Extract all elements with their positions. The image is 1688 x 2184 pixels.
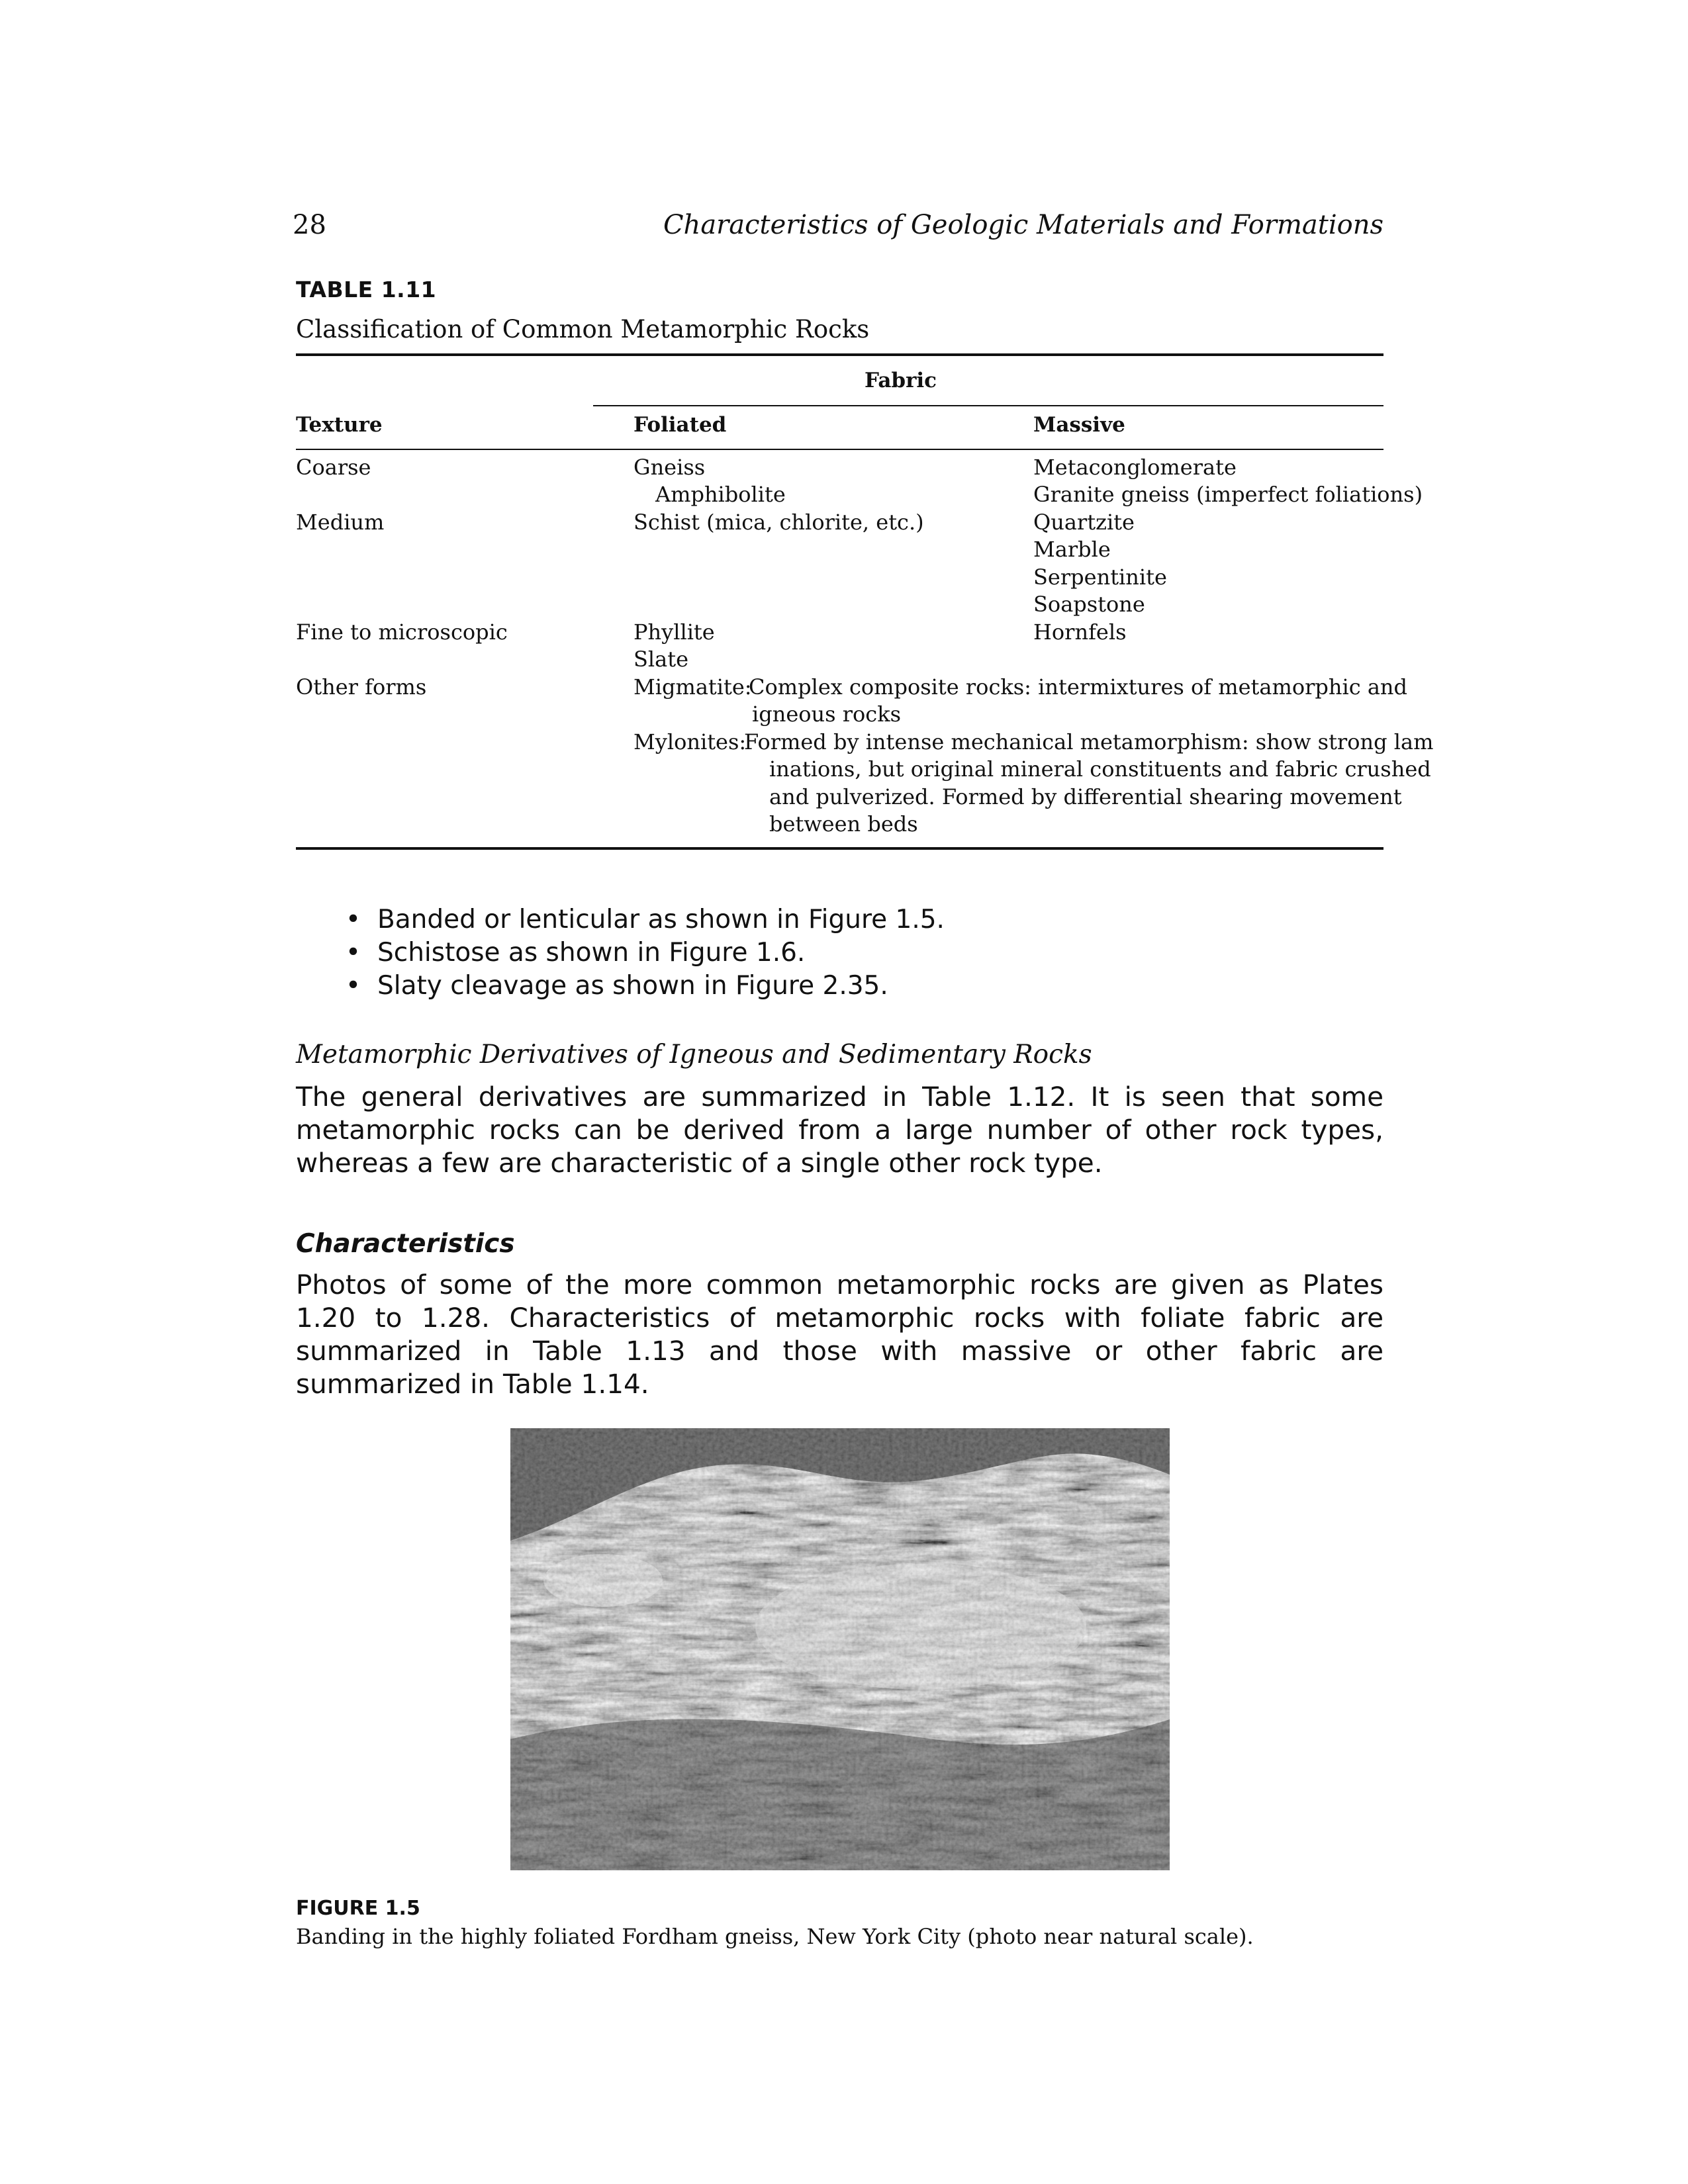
column-header-massive: Massive: [1033, 413, 1125, 437]
foliated-cell: Phyllite: [633, 619, 715, 645]
characteristics-paragraph: Photos of some of the more common metamorphic rocks are given as Plates 1.20 to 1.28. Characteristics of metamorphic rocks with foliate fabric are summarized in Table 1.13 and those with massive or other fabric are summarized in Table 1.14.: [296, 1269, 1383, 1400]
foliated-cell: Amphibolite: [655, 482, 786, 507]
table-title: Classification of Common Metamorphic Rocks: [296, 315, 870, 343]
massive-cell: Marble: [1033, 537, 1111, 562]
texture-cell: Fine to microscopic: [296, 619, 508, 645]
section-heading-characteristics: Characteristics: [296, 1229, 515, 1259]
column-header-foliated: Foliated: [633, 413, 727, 437]
figure-label: FIGURE 1.5: [296, 1897, 420, 1920]
table-label: TABLE 1.11: [296, 277, 437, 302]
migmatite-description: Complex composite rocks: intermixtures of metamorphic and: [749, 674, 1407, 700]
migmatite-description: igneous rocks: [752, 702, 902, 727]
mylonites-description: and pulverized. Formed by differential shearing movement: [769, 784, 1402, 809]
bullet-icon: •: [346, 971, 361, 1001]
derivatives-paragraph: The general derivatives are summarized in Table 1.12. It is seen that some metamorphic rocks can be derived from a large number of other rock types, whereas a few are characteristic of a single other rock type.: [296, 1081, 1383, 1179]
section-heading-derivatives: Metamorphic Derivatives of Igneous and Sedimentary Rocks: [296, 1040, 1092, 1069]
texture-cell: Other forms: [296, 674, 427, 700]
table-header-rule: [296, 449, 1383, 450]
table-bottom-rule: [296, 847, 1383, 850]
gneiss-photo: [510, 1428, 1170, 1870]
mylonites-description: inations, but original mineral constituents and fabric crushed: [769, 756, 1431, 782]
bullet-icon: •: [346, 905, 361, 934]
foliated-cell: Slate: [633, 647, 689, 672]
massive-cell: Serpentinite: [1033, 565, 1167, 590]
massive-cell: Metaconglomerate: [1033, 455, 1237, 480]
table-top-rule: [296, 353, 1383, 356]
mylonites-description: Formed by intense mechanical metamorphism: show strong lam: [744, 729, 1434, 754]
massive-cell: Hornfels: [1033, 619, 1127, 645]
bullet-icon: •: [346, 938, 361, 968]
mylonites-description: between beds: [769, 811, 918, 837]
foliated-cell: Gneiss: [633, 455, 706, 480]
running-title: Characteristics of Geologic Materials and Formations: [663, 210, 1383, 240]
massive-cell: Soapstone: [1033, 592, 1145, 617]
texture-cell: Medium: [296, 510, 385, 535]
page-number: 28: [293, 210, 326, 240]
figure-caption: Banding in the highly foliated Fordham gneiss, New York City (photo near natural scale).: [296, 1924, 1254, 1949]
mylonites-term: Mylonites:: [633, 729, 747, 754]
foliated-cell: Schist (mica, chlorite, etc.): [633, 510, 924, 535]
massive-cell: Quartzite: [1033, 510, 1135, 535]
massive-cell: Granite gneiss (imperfect foliations): [1033, 482, 1423, 507]
texture-cell: Coarse: [296, 455, 371, 480]
migmatite-term: Migmatite:: [633, 674, 752, 700]
column-group-header-fabric: Fabric: [865, 369, 937, 392]
column-header-texture: Texture: [296, 413, 383, 437]
fabric-group-rule: [593, 405, 1383, 406]
